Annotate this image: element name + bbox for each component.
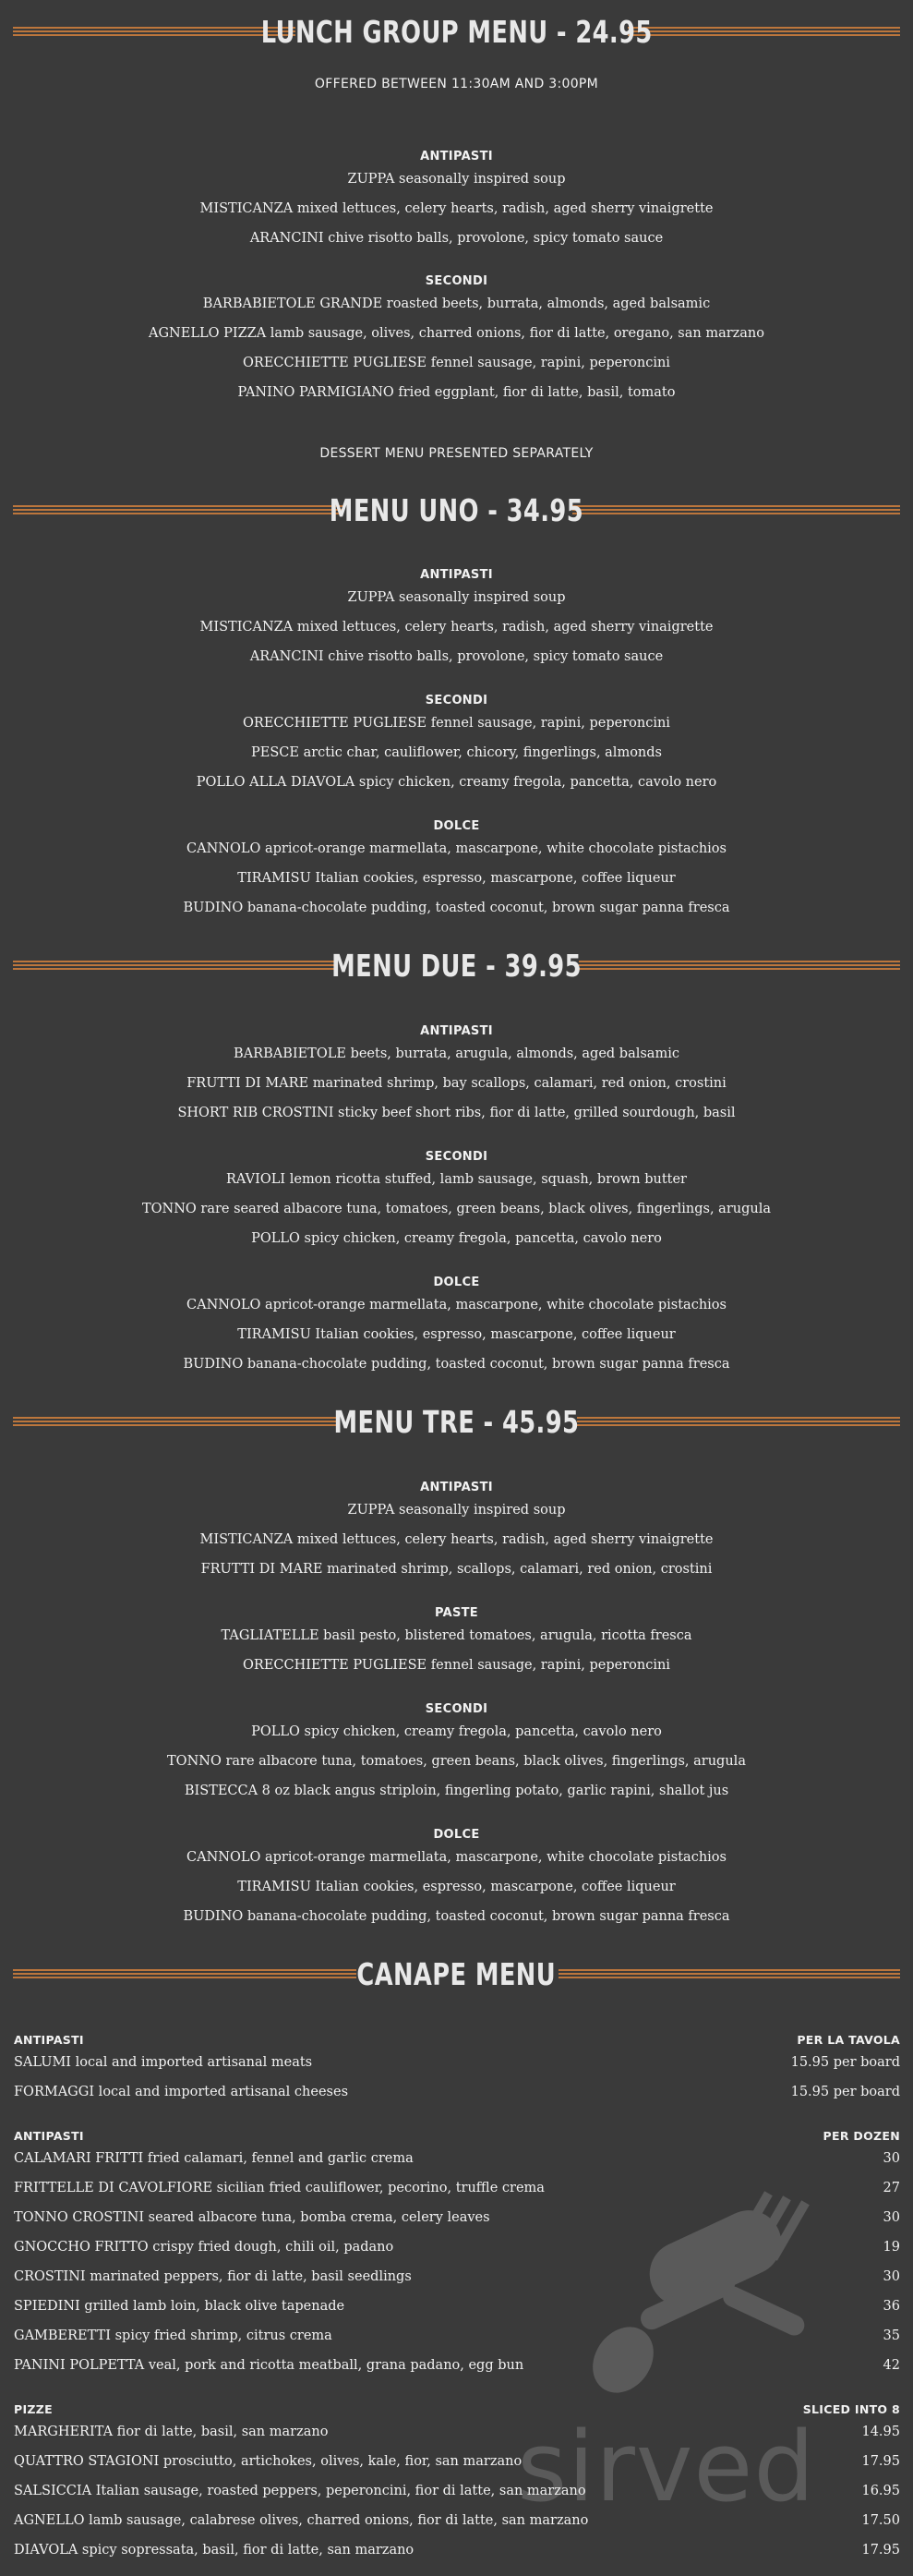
canape-item (14, 2513, 900, 2528)
menu-item: ORECCHIETTE PUGLIESE fennel sausage, rapini, peperoncini (243, 356, 670, 370)
group-unit: PER LA TAVOLA (797, 2033, 900, 2047)
divider-rule (13, 27, 295, 36)
divider-rule (13, 505, 343, 514)
item-price: 17.95 (861, 2543, 900, 2558)
menu-item: ORECCHIETTE PUGLIESE fennel sausage, rapini, peperoncini (243, 716, 670, 731)
section-banner-due (0, 945, 913, 986)
canape-item (14, 2240, 900, 2255)
menu-item: POLLO ALLA DIAVOLA spicy chicken, creamy fregola, pancetta, cavolo nero (196, 775, 717, 790)
menu-item: POLLO spicy chicken, creamy fregola, pancetta, cavolo nero (251, 1231, 662, 1246)
course-heading: SECONDI (425, 1702, 488, 1716)
divider-rule (13, 1417, 338, 1426)
menu-item: CANNOLO apricot-orange marmellata, mascarpone, white chocolate pistachios (186, 1850, 727, 1865)
item-name: DIAVOLA spicy sopressata, basil, fior di latte, san marzano (14, 2543, 414, 2558)
menu-item: TONNO rare seared albacore tuna, tomatoes, green beans, black olives, fingerlings, arugula (141, 1202, 772, 1216)
watermark-text: sirved (517, 2411, 816, 2523)
menu-item: MISTICANZA mixed lettuces, celery hearts, radish, aged sherry vinaigrette (199, 201, 714, 216)
menu-item: PESCE arctic char, cauliflower, chicory, fingerlings, almonds (251, 745, 662, 760)
canape-item (14, 2151, 900, 2166)
canape-item (14, 2425, 900, 2439)
canape-item (14, 2269, 900, 2284)
group-heading: PIZZE (14, 2402, 53, 2416)
canape-item (14, 2055, 900, 2070)
menu-item: RAVIOLI lemon ricotta stuffed, lamb sausage, squash, brown butter (226, 1172, 687, 1187)
item-name: CROSTINI marinated peppers, fior di latte, basil seedlings (14, 2269, 412, 2284)
item-price: 15.95 per board (790, 2085, 900, 2099)
menu-item: BARBABIETOLE beets, burrata, arugula, almonds, aged balsamic (234, 1046, 679, 1061)
divider-rule (628, 27, 900, 36)
item-name: CALAMARI FRITTI fried calamari, fennel and garlic crema (14, 2151, 414, 2166)
canape-group-header (14, 2033, 900, 2047)
canape-item (14, 2328, 900, 2343)
section-banner-tre (0, 1401, 913, 1442)
item-price: 42 (883, 2358, 900, 2373)
item-price: 17.95 (861, 2454, 900, 2469)
course-heading: SECONDI (425, 694, 488, 707)
section-banner-canape (0, 1953, 913, 1994)
menu-item: MISTICANZA mixed lettuces, celery hearts, radish, aged sherry vinaigrette (199, 620, 714, 635)
lunch-note: OFFERED BETWEEN 11:30AM AND 3:00PM (314, 77, 599, 91)
group-heading: ANTIPASTI (14, 2129, 84, 2143)
menu-item: BUDINO banana-chocolate pudding, toasted coconut, brown sugar panna fresca (183, 1909, 730, 1924)
item-price: 17.50 (861, 2513, 900, 2528)
section-banner-lunch (0, 11, 913, 52)
divider-rule (572, 505, 900, 514)
menu-item: FRUTTI DI MARE marinated shrimp, scallops, calamari, red onion, crostini (200, 1562, 713, 1577)
item-name: MARGHERITA fior di latte, basil, san marzano (14, 2425, 329, 2439)
menu-item: BARBABIETOLE GRANDE roasted beets, burrata, almonds, aged balsamic (202, 296, 711, 311)
course-heading: ANTIPASTI (420, 568, 493, 582)
item-name: FRITTELLE DI CAVOLFIORE sicilian fried cauliflower, pecorino, truffle crema (14, 2181, 545, 2195)
course-heading: SECONDI (425, 1150, 488, 1164)
course-heading: PASTE (434, 1606, 478, 1620)
menu-item: TAGLIATELLE basil pesto, blistered tomatoes, arugula, ricotta fresca (221, 1628, 692, 1643)
item-price: 19 (883, 2240, 900, 2255)
menu-item: MISTICANZA mixed lettuces, celery hearts, radish, aged sherry vinaigrette (199, 1532, 714, 1547)
course-heading: DOLCE (433, 1276, 480, 1289)
item-price: 15.95 per board (790, 2055, 900, 2070)
section-title: MENU TRE - 45.95 (333, 1403, 580, 1440)
canape-item (14, 2181, 900, 2195)
group-unit: PER DOZEN (823, 2129, 900, 2143)
item-name: SALUMI local and imported artisanal meats (14, 2055, 313, 2070)
course-heading: DOLCE (433, 1828, 480, 1842)
divider-rule (577, 1417, 900, 1426)
item-price: 16.95 (861, 2484, 900, 2498)
canape-item (14, 2484, 900, 2498)
menu-item: ARANCINI chive risotto balls, provolone, spicy tomato sauce (249, 649, 664, 664)
group-unit: SLICED INTO 8 (802, 2402, 900, 2416)
canape-group-header (14, 2402, 900, 2416)
menu-item: ZUPPA seasonally inspired soup (347, 172, 566, 187)
canape-item (14, 2085, 900, 2099)
item-name: FORMAGGI local and imported artisanal cheeses (14, 2085, 349, 2099)
divider-rule (13, 1969, 356, 1978)
canape-item (14, 2543, 900, 2558)
item-price: 14.95 (861, 2425, 900, 2439)
menu-item: TIRAMISU Italian cookies, espresso, mascarpone, coffee liqueur (237, 871, 676, 886)
item-name: QUATTRO STAGIONI prosciutto, artichokes, olives, kale, fior, san marzano (14, 2454, 523, 2469)
canape-item (14, 2210, 900, 2225)
item-name: GAMBERETTI spicy fried shrimp, citrus crema (14, 2328, 332, 2343)
item-name: SALSICCIA Italian sausage, roasted peppers, peperoncini, fior di latte, san marzano (14, 2484, 586, 2498)
canape-group-header (14, 2129, 900, 2143)
menu-item: BISTECCA 8 oz black angus striploin, fingerling potato, garlic rapini, shallot jus (184, 1784, 729, 1798)
item-price: 30 (883, 2269, 900, 2284)
course-heading: ANTIPASTI (420, 1024, 493, 1038)
section-title: CANAPE MENU (356, 1955, 557, 1992)
menu-item: SHORT RIB CROSTINI sticky beef short ribs, fior di latte, grilled sourdough, basil (177, 1106, 736, 1120)
menu-item: FRUTTI DI MARE marinated shrimp, bay scallops, calamari, red onion, crostini (186, 1076, 727, 1091)
divider-rule (13, 961, 336, 970)
divider-rule (579, 961, 900, 970)
menu-item: ARANCINI chive risotto balls, provolone, spicy tomato sauce (249, 231, 664, 246)
course-heading: ANTIPASTI (420, 1481, 493, 1494)
divider-rule (559, 1969, 900, 1978)
section-title: LUNCH GROUP MENU - 24.95 (260, 13, 653, 50)
lunch-footer-note: DESSERT MENU PRESENTED SEPARATELY (319, 446, 594, 461)
course-heading: SECONDI (425, 274, 488, 288)
item-name: GNOCCHO FRITTO crispy fried dough, chili oil, padano (14, 2240, 394, 2255)
group-heading: ANTIPASTI (14, 2033, 84, 2047)
section-banner-uno (0, 490, 913, 530)
item-price: 30 (883, 2210, 900, 2225)
menu-item: TONNO rare albacore tuna, tomatoes, green beans, black olives, fingerlings, arugula (167, 1754, 746, 1769)
menu-item: PANINO PARMIGIANO fried eggplant, fior di latte, basil, tomato (237, 385, 676, 400)
canape-item (14, 2299, 900, 2314)
course-heading: DOLCE (433, 819, 480, 833)
canape-item (14, 2358, 900, 2373)
item-name: TONNO CROSTINI seared albacore tuna, bomba crema, celery leaves (14, 2210, 490, 2225)
menu-item: ORECCHIETTE PUGLIESE fennel sausage, rapini, peperoncini (243, 1658, 670, 1673)
item-name: PANINI POLPETTA veal, pork and ricotta meatball, grana padano, egg bun (14, 2358, 524, 2373)
menu-item: POLLO spicy chicken, creamy fregola, pancetta, cavolo nero (251, 1724, 662, 1739)
menu-item: BUDINO banana-chocolate pudding, toasted coconut, brown sugar panna fresca (183, 901, 730, 915)
menu-item: TIRAMISU Italian cookies, espresso, mascarpone, coffee liqueur (237, 1327, 676, 1342)
item-name: SPIEDINI grilled lamb loin, black olive tapenade (14, 2299, 345, 2314)
menu-item: CANNOLO apricot-orange marmellata, mascarpone, white chocolate pistachios (186, 1298, 727, 1312)
menu-item: AGNELLO PIZZA lamb sausage, olives, charred onions, fior di latte, oregano, san marzano (149, 326, 764, 341)
menu-item: CANNOLO apricot-orange marmellata, mascarpone, white chocolate pistachios (186, 841, 727, 856)
section-title: MENU DUE - 39.95 (331, 947, 582, 984)
menu-item: BUDINO banana-chocolate pudding, toasted coconut, brown sugar panna fresca (183, 1357, 730, 1372)
section-title: MENU UNO - 34.95 (329, 491, 584, 528)
menu-item: TIRAMISU Italian cookies, espresso, mascarpone, coffee liqueur (237, 1880, 676, 1894)
canape-item (14, 2454, 900, 2469)
menu-item: ZUPPA seasonally inspired soup (347, 1503, 566, 1518)
item-price: 27 (883, 2181, 900, 2195)
menu-item: ZUPPA seasonally inspired soup (347, 590, 566, 605)
item-price: 30 (883, 2151, 900, 2166)
course-heading: ANTIPASTI (420, 150, 493, 163)
item-price: 35 (883, 2328, 900, 2343)
item-price: 36 (883, 2299, 900, 2314)
item-name: AGNELLO lamb sausage, calabrese olives, charred onions, fior di latte, san marzano (14, 2513, 589, 2528)
